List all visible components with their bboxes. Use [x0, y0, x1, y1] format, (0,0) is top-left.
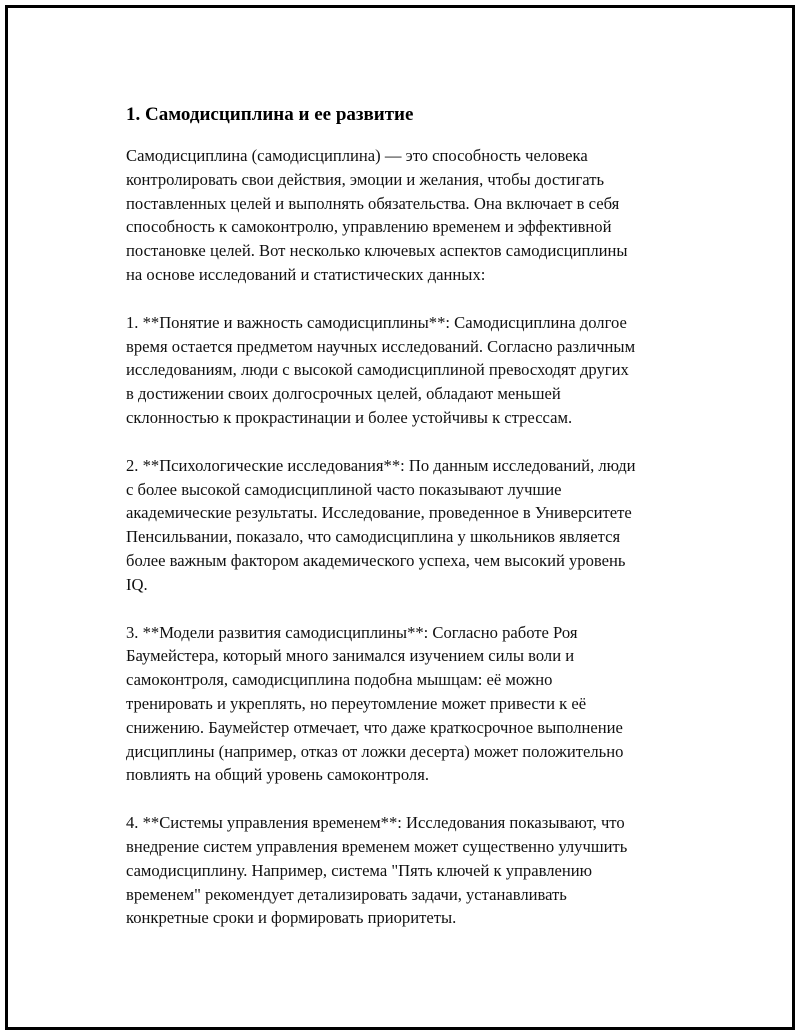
text-line: Баумейстера, который много занимался изучением силы воли и [126, 646, 575, 666]
text-line: 2. **Психологические исследования**: По данным исследований, люди [126, 455, 636, 475]
text-line: постановке целей. Вот несколько ключевых аспектов самодисциплины [126, 241, 628, 261]
text-line: способность к самоконтролю, управлению временем и эффективной [126, 217, 612, 237]
text-line: на основе исследований и статистических данных: [126, 264, 486, 284]
text-line: 1. **Понятие и важность самодисциплины**: Самодисциплина долгое [126, 312, 627, 332]
text-line: время остается предметом научных исследований. Согласно различным [126, 336, 636, 356]
text-line: дисциплины (например, отказ от ложки десерта) может положительно [126, 741, 624, 761]
text-line: конкретные сроки и формировать приоритеты. [126, 908, 457, 928]
paragraph-point-3 [126, 621, 706, 788]
text-line: повлиять на общий уровень самоконтроля. [126, 765, 429, 785]
paragraph-point-1 [126, 311, 706, 430]
paragraph-point-2 [126, 454, 706, 597]
page-content [126, 104, 706, 954]
text-line: снижению. Баумейстер отмечает, что даже краткосрочное выполнение [126, 717, 623, 737]
text-line: склонностью к прокрастинации и более устойчивы к стрессам. [126, 407, 573, 427]
text-line: 3. **Модели развития самодисциплины**: Согласно работе Роя [126, 622, 578, 642]
text-line: контролировать свои действия, эмоции и желания, чтобы достигать [126, 169, 605, 189]
text-line: 4. **Системы управления временем**: Исследования показывают, что [126, 813, 625, 833]
text-line: исследованиям, люди с высокой самодисциплиной превосходят других [126, 360, 629, 380]
text-line: с более высокой самодисциплиной часто показывают лучшие [126, 479, 562, 499]
text-line: в достижении своих долгосрочных целей, обладают меньшей [126, 384, 561, 404]
paragraph-intro [126, 144, 706, 287]
section-heading: 1. Самодисциплина и ее развитие [126, 104, 414, 125]
paragraph-point-4 [126, 811, 706, 930]
text-line: более важным фактором академического успеха, чем высокий уровень [126, 550, 626, 570]
text-line: Пенсильвании, показало, что самодисциплина у школьников является [126, 527, 621, 547]
text-line: временем" рекомендует детализировать задачи, устанавливать [126, 884, 567, 904]
text-line: поставленных целей и выполнять обязательства. Она включает в себя [126, 193, 620, 213]
text-line: Самодисциплина (самодисциплина) — это способность человека [126, 146, 588, 165]
text-line: самодисциплину. Например, система "Пять ключей к управлению [126, 860, 593, 880]
text-line: самоконтроля, самодисциплина подобна мышцам: её можно [126, 670, 553, 690]
text-line: внедрение систем управления временем может существенно улучшить [126, 836, 628, 856]
page-frame [5, 5, 795, 1030]
text-line: академические результаты. Исследование, проведенное в Университете [126, 503, 632, 523]
text-line: IQ. [126, 574, 148, 594]
text-line: тренировать и укреплять, но переутомление может привести к её [126, 693, 587, 713]
